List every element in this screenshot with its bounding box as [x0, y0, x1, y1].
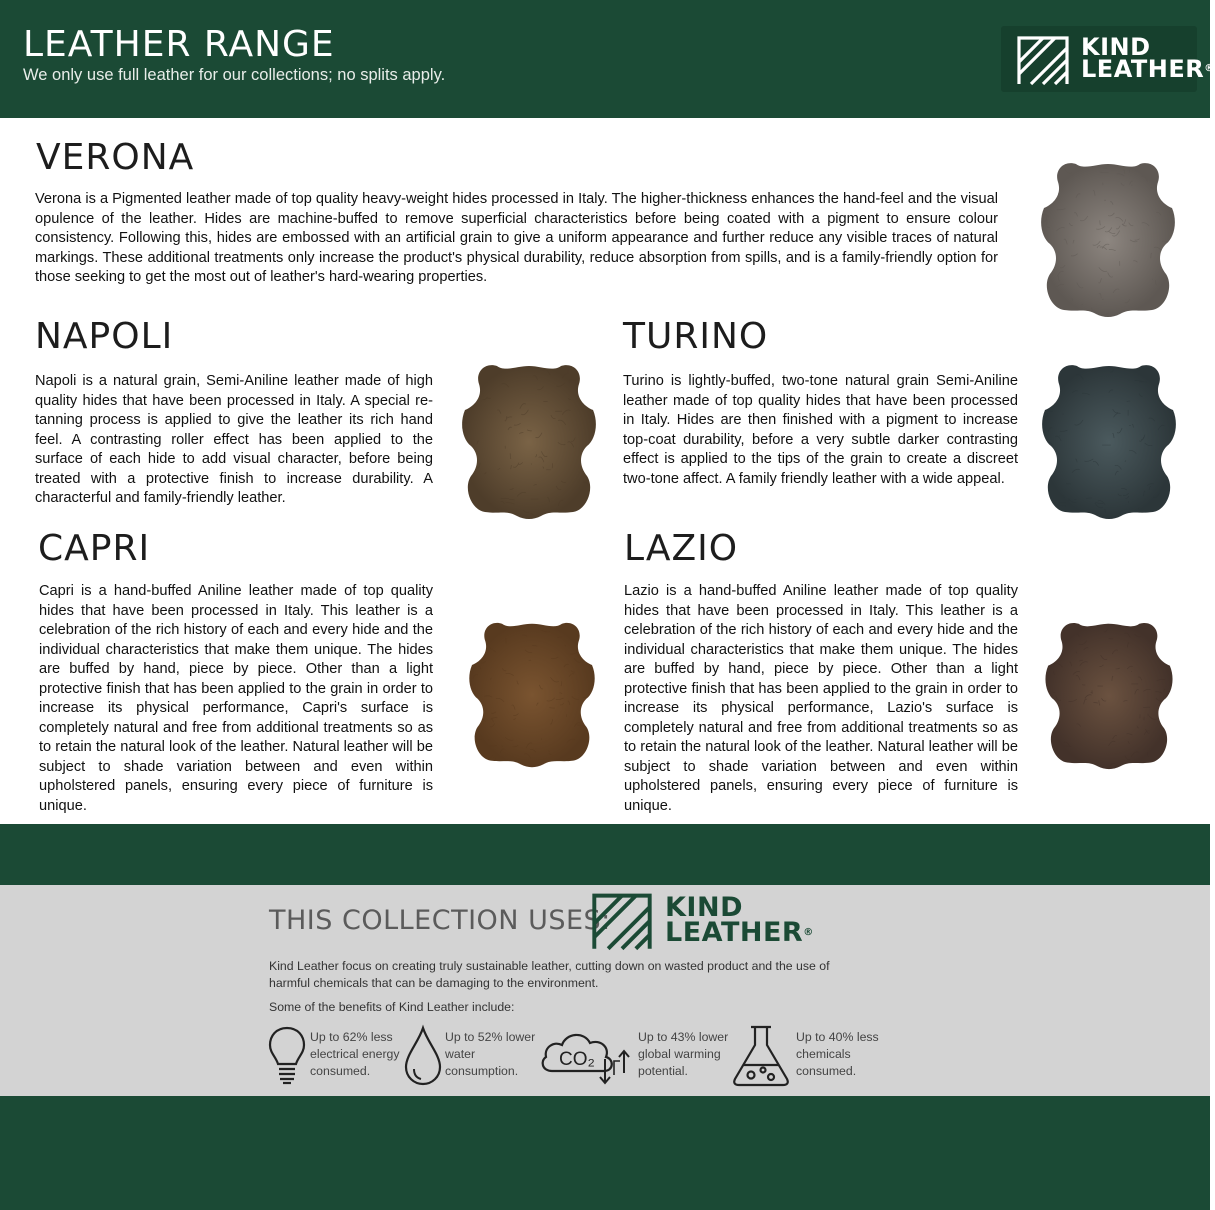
collection-panel [0, 885, 1210, 1096]
section-title-napoli: NAPOLI [35, 316, 174, 357]
leather-hide-shape [1041, 163, 1175, 317]
page-title: LEATHER RANGE [23, 24, 335, 65]
benefit-item-water [404, 1025, 544, 1087]
section-text-verona: Verona is a Pigmented leather made of top quality heavy-weight hides processed in Italy. The higher-thickness enhances the hand-feel and the visual opulence of the leather. Hides are machine-buffed to remove superficial characteristics before being coated with a pigment to ensure colour consistency. Following this, hides are embossed with an artificial grain to give a uniform appearance and further reduce any visible traces of natural markings. These additional treatments only increase the product's physical durability, reduce absorption from spills, and is a family-friendly option for those seeking to get the most out of leather's hard-wearing properties. [35, 191, 998, 285]
brand-line-2: LEATHER [1081, 55, 1205, 83]
benefit-text-co2: Up to 43% lower global warming potential. [638, 1030, 729, 1078]
collection-brand-line-1: KIND [665, 892, 743, 923]
section-text-lazio: Lazio is a hand-buffed Aniline leather made of top quality hides that have been processed in Italy. This leather is a celebration of the rich history of each and every hide and the individual characteristics that make them unique. The hides are buffed by hand, piece by piece. Other than a light protective finish that has been applied to the grain in order to increase its physical performance, Lazio's surface is completely natural and free from additional treatments so as to retain the natural look of the leather. Natural leather will be subject to shade variation between and even within upholstered panels, ensuring every piece of furniture is unique. [624, 583, 1018, 814]
page-subtitle: We only use full leather for our collections; no splits apply. [23, 66, 446, 84]
leather-hide-shape [462, 365, 596, 519]
collection-uses-label: THIS COLLECTION USES: [269, 905, 611, 936]
collection-description: Kind Leather focus on creating truly sustainable leather, cutting down on wasted product and the use of harmful chemicals that can be damaging to the environment. [269, 959, 830, 990]
section-text-napoli: Napoli is a natural grain, Semi-Aniline leather made of high quality hides that have been processed in Italy. A special re-tanning process is applied to give the leather its rich hand feel. A contrasting roller effect has been applied to the surface of each hide to add visual character, before being treated with a protective finish to increase durability. A characterful and family-friendly leather. [35, 373, 433, 506]
napoli-leather-swatch-icon [460, 362, 598, 522]
kind-leather-mark-icon [1017, 34, 1069, 86]
benefit-text-water: Up to 52% lower water consumption. [445, 1030, 536, 1078]
lightbulb-icon [268, 1025, 306, 1087]
benefits-intro: Some of the benefits of Kind Leather include: [269, 1000, 515, 1014]
leather-hide-shape [1042, 365, 1176, 519]
registered-mark: ® [1204, 63, 1215, 74]
water-drop-icon [404, 1025, 442, 1087]
brand-line-1: KIND [1081, 33, 1151, 61]
green-divider-band [0, 824, 1210, 885]
section-text-capri: Capri is a hand-buffed Aniline leather made of top quality hides that have been processed in Italy. This leather is a celebration of the rich history of each and every hide and the individual characteristics that make them unique. The hides are buffed by hand, piece by piece. Other than a light protective finish that has been applied to the grain in order to increase its physical performance, Capri's surface is completely natural and free from additional treatments so as to retain the natural look of the leather. Natural leather will be subject to shade variation between and even within upholstered panels, ensuring every piece of furniture is unique. [39, 583, 433, 814]
benefit-text-chemicals: Up to 40% less chemicals consumed. [796, 1030, 879, 1078]
leather-hide-shape [1045, 623, 1172, 769]
co2-cloud-icon [538, 1025, 638, 1087]
benefit-item-energy [268, 1025, 408, 1087]
co2-label: CO₂ [559, 1049, 595, 1070]
lazio-leather-swatch-icon [1040, 620, 1178, 772]
benefit-item-co2 [538, 1025, 738, 1087]
section-title-turino: TURINO [623, 316, 769, 357]
kind-leather-wordmark [1081, 33, 1215, 83]
kind-leather-logo [1001, 26, 1215, 92]
leather-hide-shape [469, 623, 594, 767]
flask-icon [731, 1025, 791, 1087]
kind-leather-mark-icon [592, 891, 652, 951]
section-title-capri: CAPRI [38, 528, 151, 569]
section-title-verona: VERONA [36, 137, 195, 178]
verona-leather-swatch-icon [1040, 160, 1176, 320]
benefit-item-chemicals [731, 1025, 891, 1087]
collection-brand-wordmark [665, 892, 814, 948]
footer-band [0, 1096, 1210, 1210]
benefit-text-energy: Up to 62% less electrical energy consumed. [310, 1030, 400, 1078]
section-title-lazio: LAZIO [624, 528, 739, 569]
page-header [0, 0, 1215, 118]
section-text-turino: Turino is lightly-buffed, two-tone natural grain Semi-Aniline leather made of top quality hides that have been processed in Italy. Hides are then finished with a pigment to increase top-coat durability, before a very subtle darker contrasting effect is applied to the tips of the grain to create a discreet two-tone affect. A family friendly leather with a wide appeal. [623, 373, 1018, 487]
capri-leather-swatch-icon [462, 620, 602, 770]
turino-leather-swatch-icon [1040, 362, 1178, 522]
collection-brand-line-2: LEATHER [665, 917, 804, 948]
collection-registered-mark: ® [803, 927, 814, 938]
